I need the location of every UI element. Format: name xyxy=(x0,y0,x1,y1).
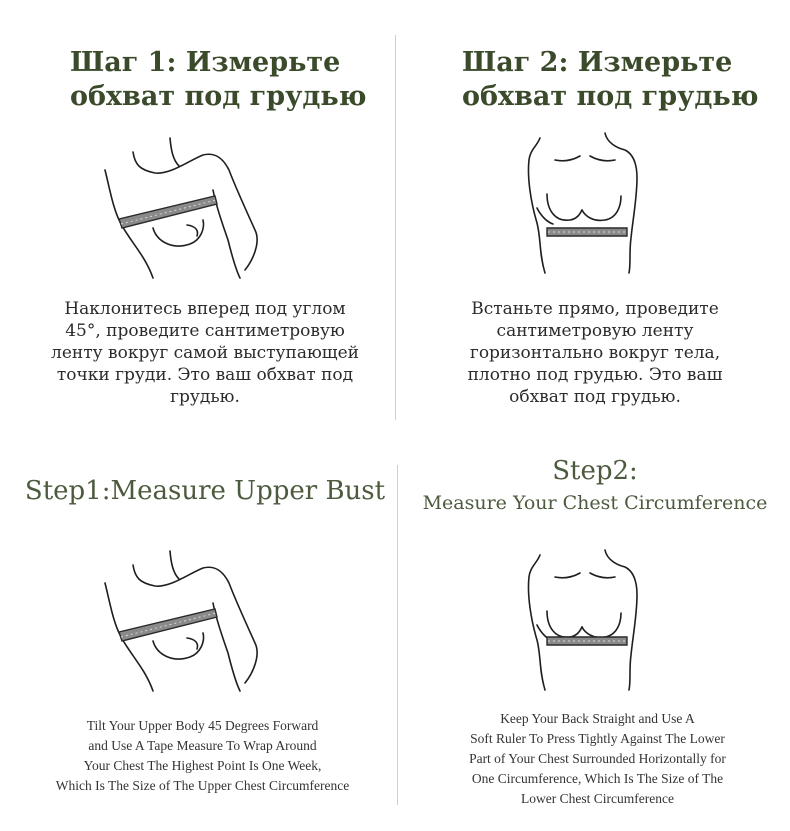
ru-step1-desc: Наклонитесь вперед под углом 45°, проведите сантиметровую ленту вокруг самой выступающей точки груди. Это ваш обхват под грудью. xyxy=(51,299,359,407)
en-step1-title: Step1:Measure Upper Bust xyxy=(24,476,386,506)
en-step2-desc: Keep Your Back Straight and Use A Soft Ruler To Press Tightly Against The Lower Part of Your Chest Surrounded Horizontally for One Circumference, Which Is The Size of The Lower Chest Circumference xyxy=(469,711,726,806)
en-step1-desc: Tilt Your Upper Body 45 Degrees Forward and Use A Tape Measure To Wrap Around Your Chest The Highest Point Is One Week, Which Is The Size of The Upper Chest Circumference xyxy=(55,718,350,793)
en-step2-title-line1: Step2: xyxy=(552,456,638,486)
ru-step1-title: Шаг 1: Измерьте обхват под грудью xyxy=(70,47,367,112)
ru-step2-desc: Встаньте прямо, проведите сантиметровую ленту горизонтально вокруг тела, плотно под грудью. Это ваш обхват под грудью. xyxy=(467,299,723,407)
upright-torso-tape-illustration xyxy=(525,545,645,690)
upright-torso-tape-illustration xyxy=(525,128,645,273)
ru-step2-title: Шаг 2: Измерьте обхват под грудью xyxy=(462,47,759,112)
tilted-torso-tape-illustration xyxy=(95,130,275,280)
divider-bottom xyxy=(397,465,398,805)
divider-top xyxy=(395,35,396,420)
en-step2-title-line2: Measure Your Chest Circumference xyxy=(422,492,768,514)
tilted-torso-tape-illustration xyxy=(95,543,275,693)
